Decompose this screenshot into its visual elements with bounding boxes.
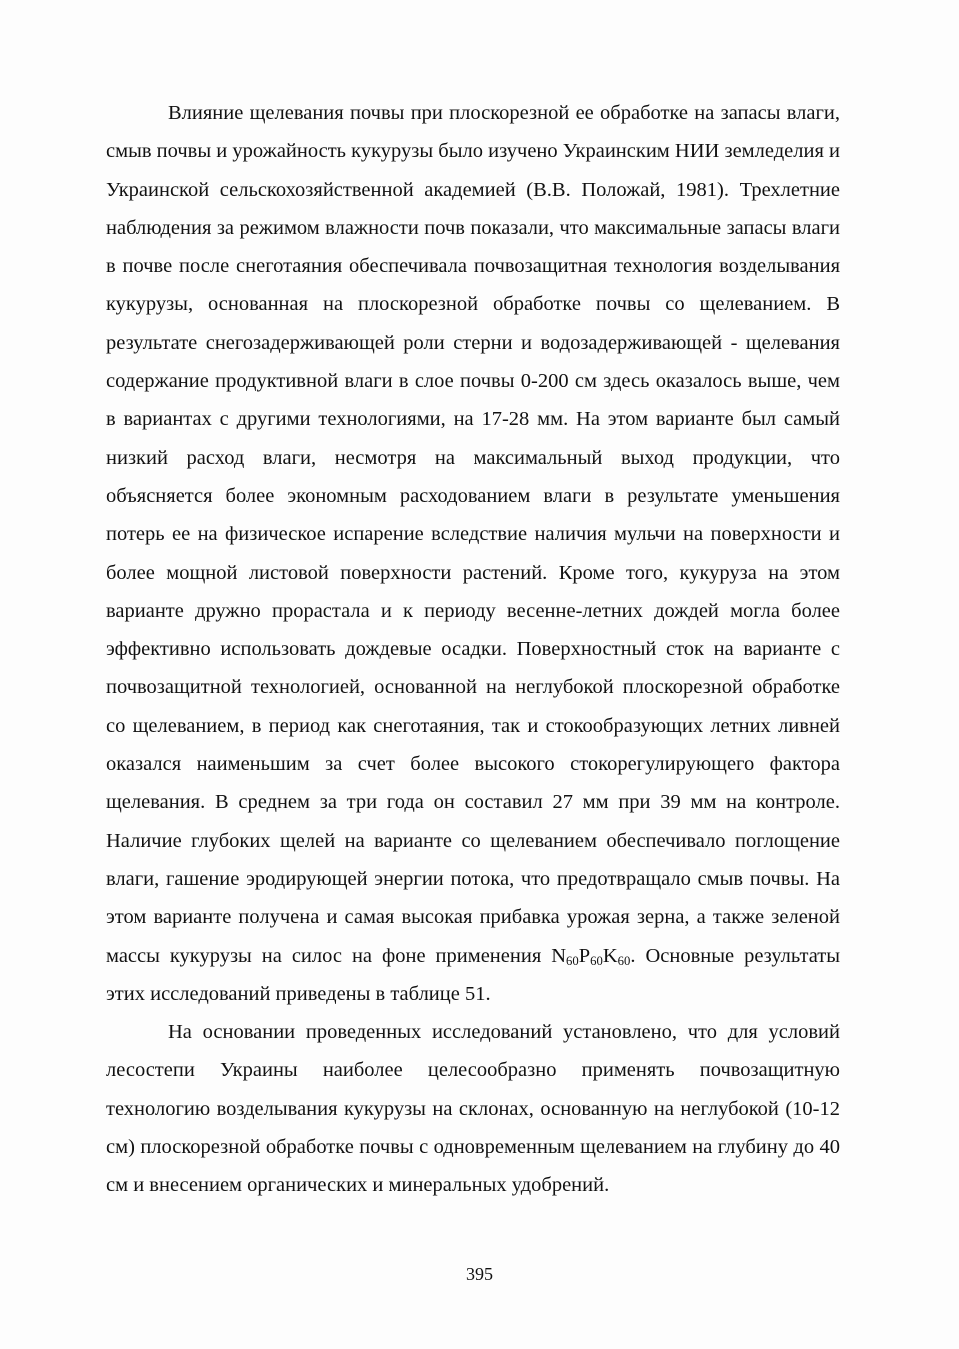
paragraph-text-end: . Основные результаты этих исследований приведены в таблице 51. (106, 944, 840, 1005)
body-text (106, 94, 840, 1205)
paragraph-text: Влияние щелевания почвы при плоскорезной ее обработке на запасы влаги, смыв почвы и урожайность кукурузы было изучено Украинским НИИ земледелия и Украинской сельскохозяйственной академией (В.В. Положай, 1981). Трехлетние наблюдения за режимом влажности почв показали, что максимальные запасы влаги в почве после снеготаяния обеспечивала почвозащитная технология возделывания кукурузы, основанная на плоскорезной обработке почвы со щелеванием. В результате снегозадерживающей роли стерни и водозадерживающей - щелевания содержание продуктивной влаги в слое почвы 0-200 см здесь оказалось выше, чем в вариантах с другими технологиями, на 17-28 мм. На этом варианте был самый низкий расход влаги, несмотря на максимальный выход продукции, что объясняется более экономным расходованием влаги в результате уменьшения потерь ее на физическое испарение вследствие наличия мульчи на поверхности и более мощной листовой поверхности растений. Кроме того, кукуруза на этом варианте дружно прорастала и к периоду весенне-летних дождей могла более эффективно использовать дождевые осадки. Поверхностный сток на варианте с почвозащитной технологией, основанной на неглубокой плоскорезной обработке со щелеванием, в период как снеготаяния, так и стокообразующих летних ливней оказался наименьшим за счет более высокого стокорегулирующего фактора щелевания. В среднем за три года он составил 27 мм при 39 мм на контроле. Наличие глубоких щелей на варианте со щелеванием обеспечивало поглощение влаги, гашение эродирующей энергии потока, что предотвращало смыв почвы. На этом варианте получена и самая высокая прибавка урожая зерна, а также зеленой массы кукурузы на силос на фоне применения (106, 102, 840, 967)
paragraph (106, 94, 840, 1013)
paragraph: На основании проведенных исследований установлено, что для условий лесостепи Украины наиболее целесообразно применять почвозащитную технологию возделывания кукурузы на склонах, основанную на неглубокой (10-12 см) плоскорезной обработке почвы с одновременным щелеванием на глубину до 40 см и внесением органических и минеральных удобрений. (106, 1021, 840, 1197)
fertilizer-formula: $N_{60}P_{60}K_{60}$ (551, 944, 631, 968)
page-number: 395 (466, 1264, 493, 1284)
